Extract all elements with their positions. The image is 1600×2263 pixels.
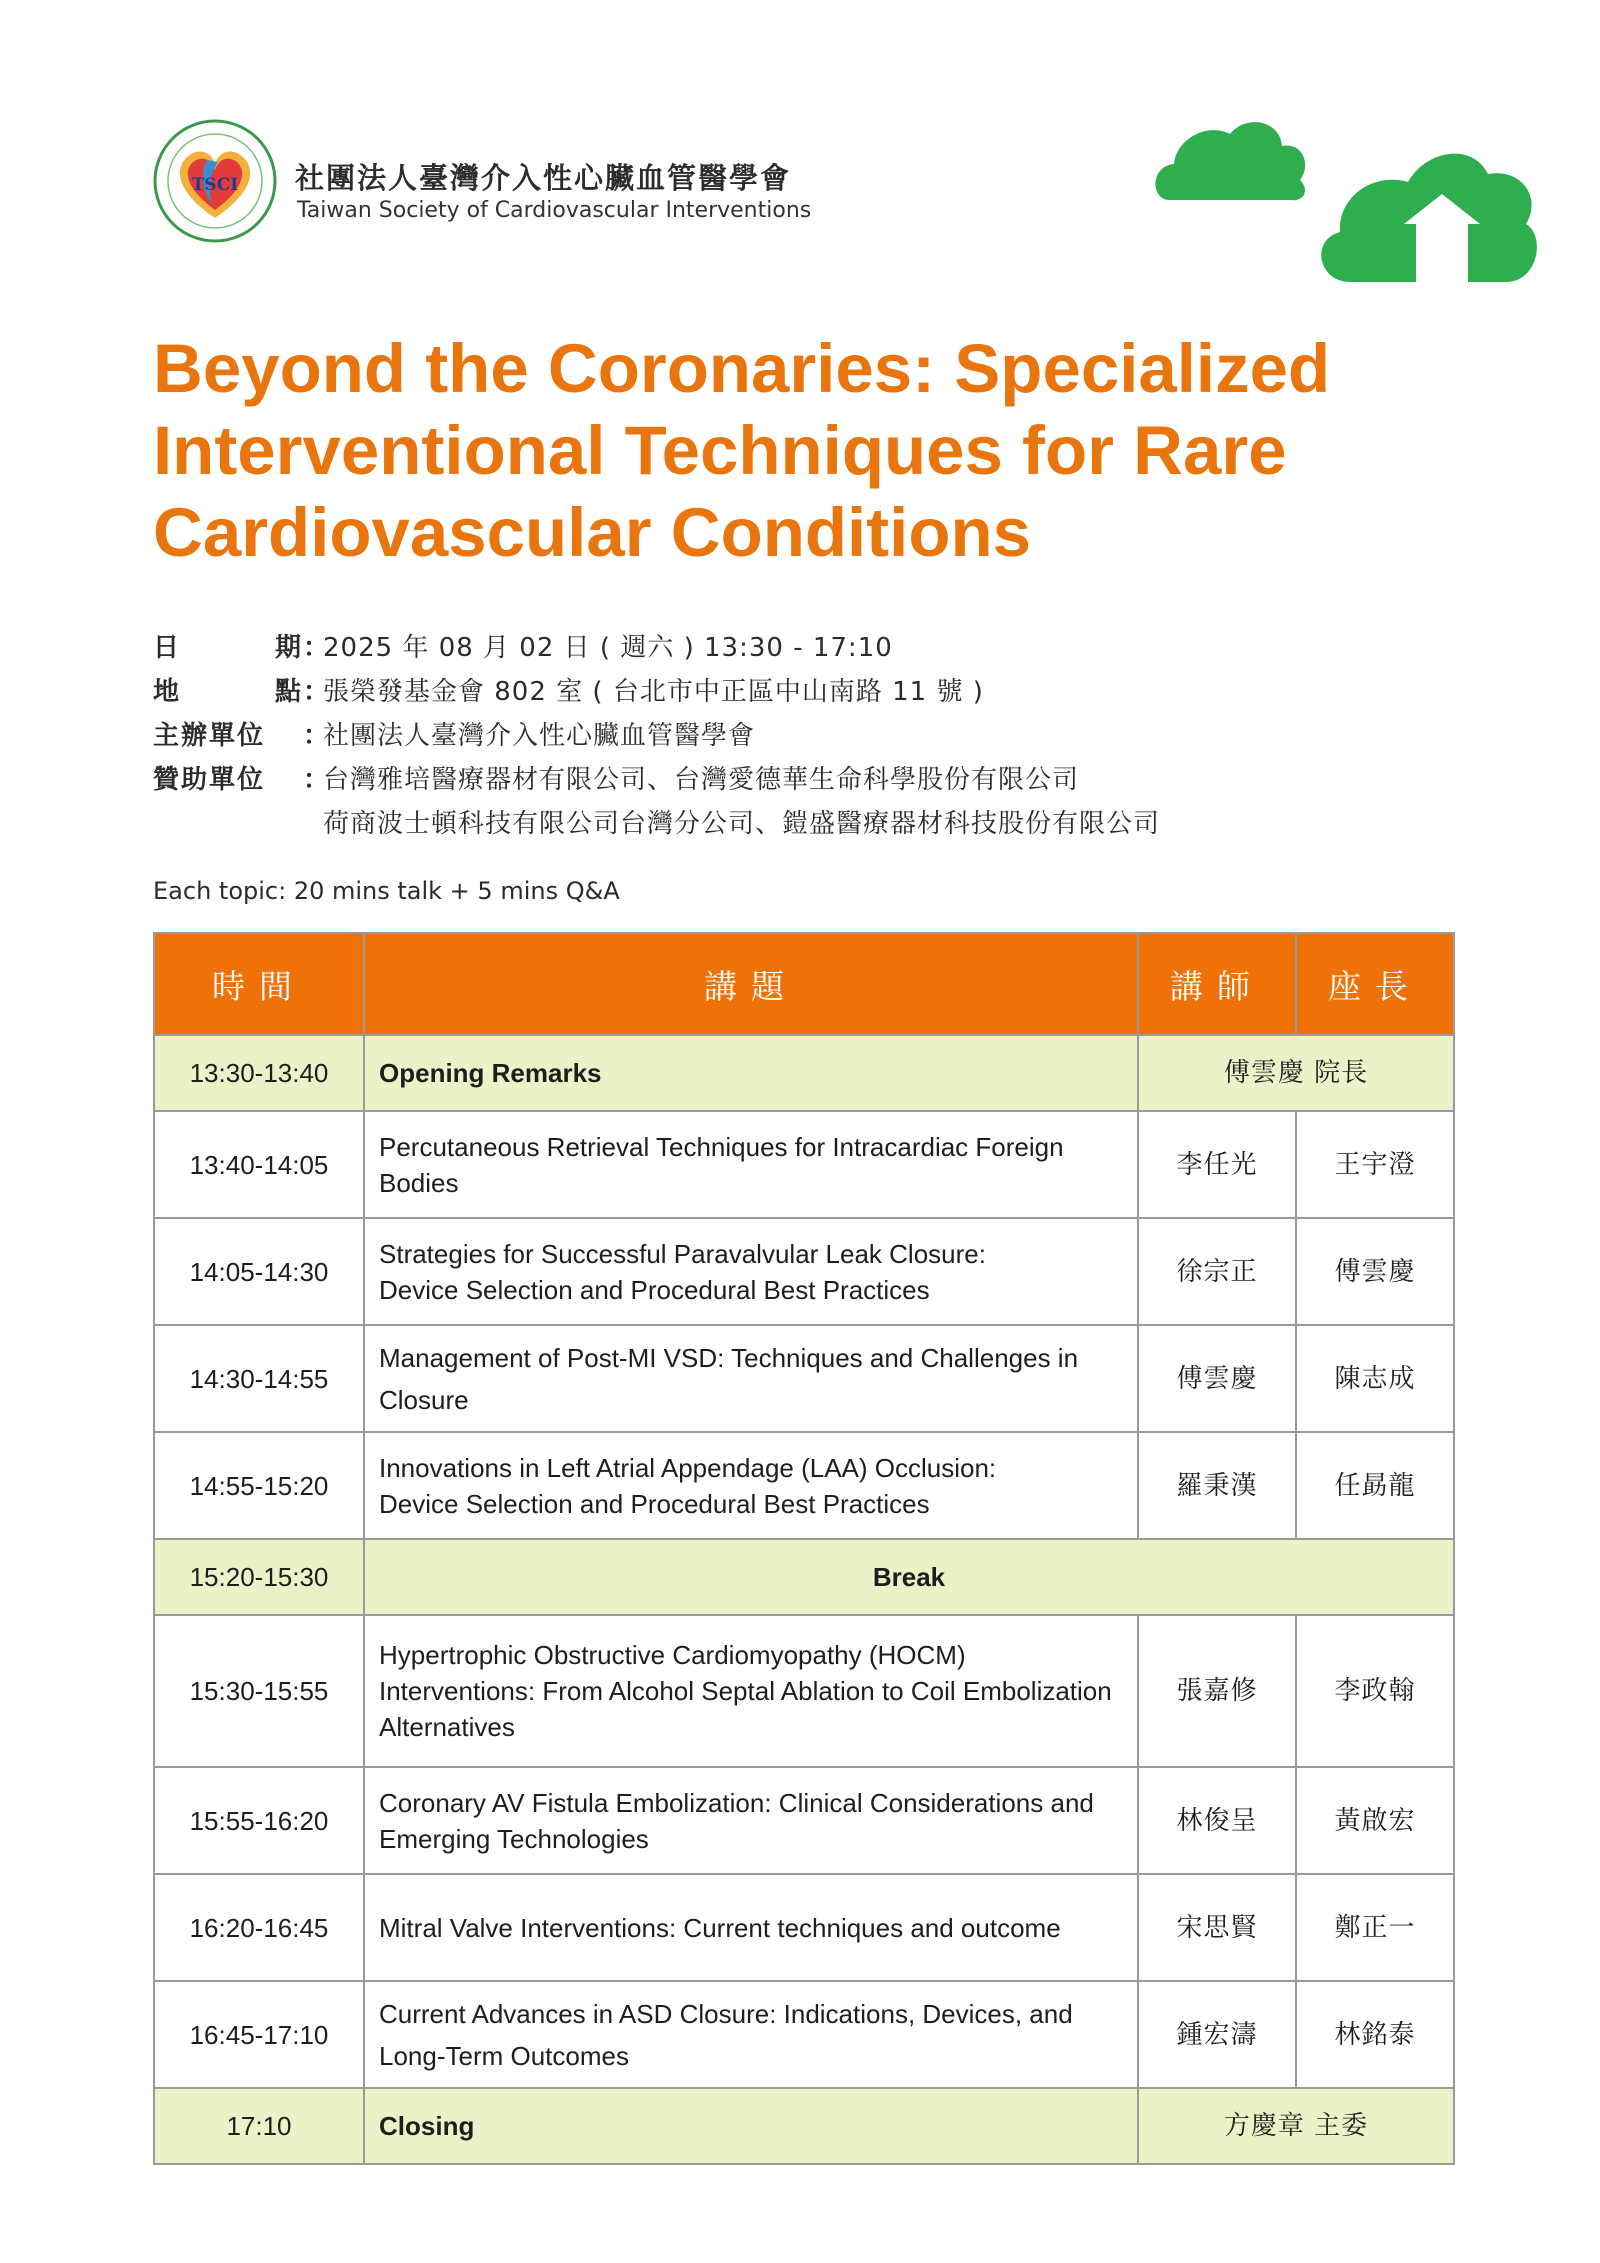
row-topic: Current Advances in ASD Closure: Indications, Devices, and Long-Term Outcomes — [364, 1981, 1138, 2088]
sponsor-label: 贊助單位 — [153, 765, 266, 795]
row-topic: Closing — [364, 2088, 1138, 2164]
row-speaker: 張嘉修 — [1138, 1615, 1296, 1767]
row-time: 13:30-13:40 — [154, 1035, 364, 1111]
event-info — [153, 626, 1160, 846]
row-time: 14:05-14:30 — [154, 1218, 364, 1325]
row-speaker: 林俊呈 — [1138, 1767, 1296, 1874]
sponsor-row: 贊助單位 ： 台灣雅培醫療器材有限公司、台灣愛德華生命科學股份有限公司 — [153, 758, 1160, 802]
svg-text:TSCI: TSCI — [191, 175, 239, 195]
event-title: Beyond the Coronaries: Specialized Interventional Techniques for Rare Cardiovascular Conditions — [153, 330, 1331, 571]
row-moderator: 林銘泰 — [1296, 1981, 1454, 2088]
host-label: 主辦單位 — [153, 721, 266, 751]
row-moderator: 陳志成 — [1296, 1325, 1454, 1432]
row-topic-line2: Device Selection and Procedural Best Practices — [379, 1488, 930, 1519]
row-time: 15:30-15:55 — [154, 1615, 364, 1767]
table-row — [154, 1874, 1454, 1981]
row-moderator: 王宇澄 — [1296, 1111, 1454, 1218]
row-host: 傅雲慶 院長 — [1138, 1035, 1454, 1111]
row-topic-line1: Innovations in Left Atrial Appendage (LAA) Occlusion: — [379, 1452, 997, 1483]
place-label: 地 點 — [153, 677, 303, 707]
schedule-table — [153, 932, 1455, 2165]
tsci-logo-icon — [152, 118, 278, 244]
table-row — [154, 1325, 1454, 1432]
row-speaker: 徐宗正 — [1138, 1218, 1296, 1325]
host-value: 社團法人臺灣介入性心臟血管醫學會 — [323, 721, 756, 751]
table-row — [154, 1111, 1454, 1218]
row-topic: Break — [364, 1539, 1454, 1615]
row-time: 15:20-15:30 — [154, 1539, 364, 1615]
row-moderator: 黃啟宏 — [1296, 1767, 1454, 1874]
row-moderator: 任勗龍 — [1296, 1432, 1454, 1539]
row-time: 16:45-17:10 — [154, 1981, 364, 2088]
row-host: 方慶章 主委 — [1138, 2088, 1454, 2164]
row-time: 14:55-15:20 — [154, 1432, 364, 1539]
society-logo-block — [152, 118, 812, 248]
table-row — [154, 1432, 1454, 1539]
row-topic-line1: Strategies for Successful Paravalvular Leak Closure: — [379, 1238, 986, 1269]
row-time: 15:55-16:20 — [154, 1767, 364, 1874]
row-moderator: 傅雲慶 — [1296, 1218, 1454, 1325]
col-header-speaker: 講師 — [1138, 933, 1296, 1035]
place-value: 張榮發基金會 802 室 ( 台北市中正區中山南路 11 號 ) — [323, 677, 984, 707]
org-name-zh: 社團法人臺灣介入性心臟血管醫學會 — [295, 161, 792, 195]
table-header — [154, 933, 1454, 1035]
row-topic: Hypertrophic Obstructive Cardiomyopathy (HOCM) Interventions: From Alcohol Septal Ablation to Coil Embolization Alternatives — [364, 1615, 1138, 1767]
date-label: 日 期 — [153, 633, 303, 663]
row-speaker: 羅秉漢 — [1138, 1432, 1296, 1539]
col-header-moderator: 座長 — [1296, 933, 1454, 1035]
date-row: 日 期 ： 2025 年 08 月 02 日 ( 週六 ) 13:30 - 17:10 — [153, 626, 1160, 670]
table-row — [154, 1981, 1454, 2088]
row-moderator: 鄭正一 — [1296, 1874, 1454, 1981]
row-time: 14:30-14:55 — [154, 1325, 364, 1432]
col-header-topic: 講題 — [364, 933, 1138, 1035]
row-speaker: 傅雲慶 — [1138, 1325, 1296, 1432]
sponsor-value-line1: 台灣雅培醫療器材有限公司、台灣愛德華生命科學股份有限公司 — [323, 765, 1080, 795]
table-row — [154, 1615, 1454, 1767]
row-topic — [364, 1218, 1138, 1325]
cloud-home-icon — [1150, 112, 1540, 292]
row-speaker: 鍾宏濤 — [1138, 1981, 1296, 2088]
table-row — [154, 1035, 1454, 1111]
format-note: Each topic: 20 mins talk + 5 mins Q&A — [153, 877, 620, 905]
row-topic: Mitral Valve Interventions: Current techniques and outcome — [364, 1874, 1138, 1981]
table-row — [154, 2088, 1454, 2164]
row-topic: Opening Remarks — [364, 1035, 1138, 1111]
row-time: 17:10 — [154, 2088, 364, 2164]
table-row-break — [154, 1539, 1454, 1615]
table-row — [154, 1218, 1454, 1325]
sponsor-value-line2: 荷商波士頓科技有限公司台灣分公司、鎧盛醫療器材科技股份有限公司 — [323, 809, 1161, 839]
date-value: 2025 年 08 月 02 日 ( 週六 ) 13:30 - 17:10 — [323, 633, 893, 663]
row-time: 13:40-14:05 — [154, 1111, 364, 1218]
row-topic: Percutaneous Retrieval Techniques for Intracardiac Foreign Bodies — [364, 1111, 1138, 1218]
row-topic — [364, 1432, 1138, 1539]
row-speaker: 宋思賢 — [1138, 1874, 1296, 1981]
row-time: 16:20-16:45 — [154, 1874, 364, 1981]
row-topic: Management of Post-MI VSD: Techniques and Challenges in Closure — [364, 1325, 1138, 1432]
sponsor-row-cont — [153, 802, 1160, 846]
host-row: 主辦單位 ： 社團法人臺灣介入性心臟血管醫學會 — [153, 714, 1160, 758]
row-moderator: 李政翰 — [1296, 1615, 1454, 1767]
table-row — [154, 1767, 1454, 1874]
row-topic: Coronary AV Fistula Embolization: Clinical Considerations and Emerging Technologies — [364, 1767, 1138, 1874]
row-topic-line2: Device Selection and Procedural Best Practices — [379, 1274, 930, 1305]
place-row: 地 點 ： 張榮發基金會 802 室 ( 台北市中正區中山南路 11 號 ) — [153, 670, 1160, 714]
row-speaker: 李任光 — [1138, 1111, 1296, 1218]
col-header-time: 時間 — [154, 933, 364, 1035]
org-name-en: Taiwan Society of Cardiovascular Interventions — [297, 198, 812, 223]
